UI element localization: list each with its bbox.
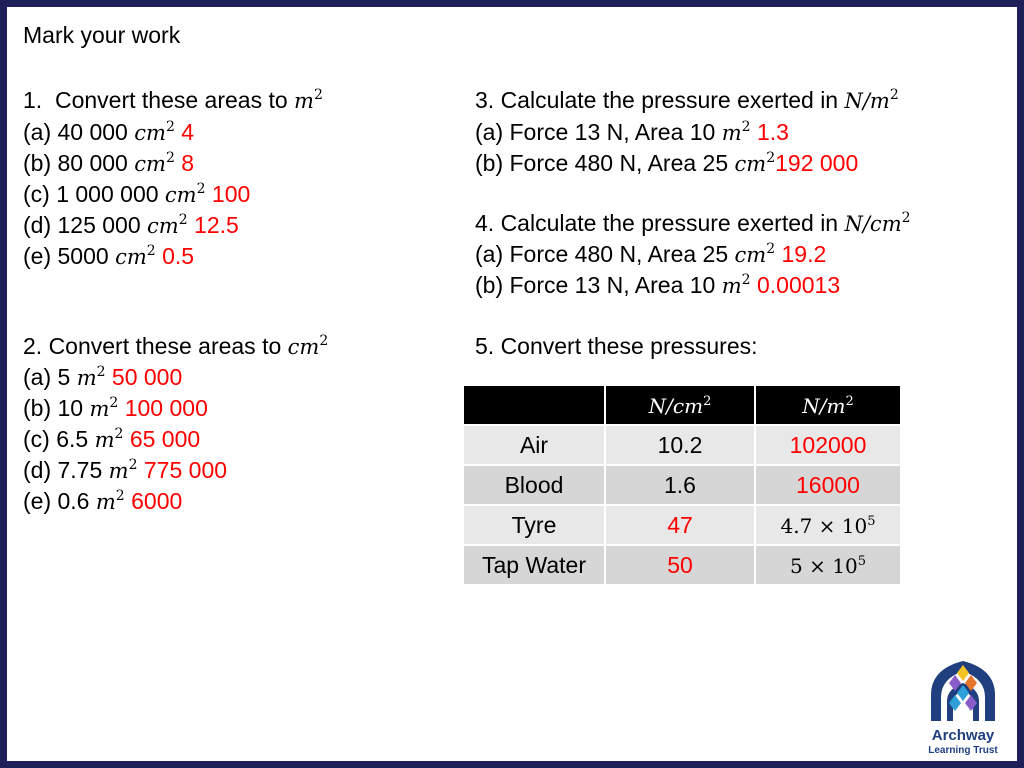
table-cell-ncm: 10.2 [605, 425, 755, 465]
answer: 19.2 [781, 241, 827, 267]
q1-title [23, 85, 323, 117]
q4-title: 4. Calculate the pressure exerted in $N/cm^2$ [475, 210, 911, 236]
q1-item-c: (c) 1 000 000 $cm^2$ 100 [23, 181, 251, 207]
q2-item-d: (d) 7.75 $m^2$ 775 000 [23, 457, 228, 483]
answer: 100 000 [124, 395, 208, 421]
q2-title: 2. Convert these areas to $cm^2$ [23, 333, 329, 359]
q4-item-b: (b) Force 13 N, Area 10 $m^2$ 0.00013 [475, 272, 841, 298]
q1-list [23, 117, 250, 272]
answer: 0.00013 [756, 272, 841, 298]
table-header-empty [463, 385, 605, 425]
table-cell-name: Tap Water [463, 545, 605, 585]
q1-item-a: (a) 40 000 $cm^2$ 4 [23, 119, 195, 145]
table-cell-name: Tyre [463, 505, 605, 545]
table-cell-ncm-answer: 47 [605, 505, 755, 545]
answer: 50 000 [111, 364, 183, 390]
table-cell-nm-answer: 16000 [755, 465, 901, 505]
q1-number: 1. [23, 87, 43, 113]
table-row [463, 545, 901, 585]
q2-item-c: (c) 6.5 $m^2$ 65 000 [23, 426, 201, 452]
archway-logo [919, 657, 1007, 757]
q3-item-b: (b) Force 480 N, Area 25 $cm^2192$ 000 [475, 150, 859, 176]
table-row [463, 465, 901, 505]
q1-item-b: (b) 80 000 $cm^2$ 8 [23, 150, 195, 176]
q2-list [23, 362, 227, 517]
table-row [463, 425, 901, 465]
answer: 12.5 [194, 212, 239, 238]
q3-list [475, 117, 858, 179]
q5-title: 5. Convert these pressures: [475, 333, 758, 359]
page-title: Mark your work [23, 22, 181, 48]
table-cell-ncm-answer: 50 [605, 545, 755, 585]
answer: 100 [211, 181, 251, 207]
q1-title-text: Convert these areas to [54, 87, 288, 113]
pressure-table [462, 384, 902, 586]
q2-item-a: (a) 5 $m^2$ 50 000 [23, 364, 183, 390]
table-header-ncm: $N/cm^2$ [605, 385, 755, 425]
logo-line1: Archway [931, 727, 995, 744]
answer: 8 [181, 150, 195, 176]
answer: 0.5 [162, 243, 195, 269]
archway-arch-icon [931, 661, 995, 721]
q3-title: 3. Calculate the pressure exerted in $N/m^2$ [475, 87, 899, 113]
q4-unit: $N/cm^2$ [844, 210, 911, 236]
table-header-nm: $N/m^2$ [755, 385, 901, 425]
q2-unit: $cm^2$ [287, 333, 329, 359]
table-cell-nm: $5 \times 10^5$ [755, 545, 901, 585]
table-row [463, 505, 901, 545]
q3-item-a: (a) Force 13 N, Area 10 $m^2$ 1.3 [475, 119, 789, 145]
table-cell-ncm: 1.6 [605, 465, 755, 505]
logo-line2: Learning Trust [928, 745, 998, 756]
answer: 6000 [131, 488, 183, 514]
table-cell-name: Air [463, 425, 605, 465]
answer: 192 000 [775, 150, 859, 176]
q1-item-e: (e) 5000 $cm^2$ 0.5 [23, 243, 195, 269]
q4-list [475, 239, 840, 301]
q1-unit: $m^2$ [294, 87, 323, 113]
table-cell-nm-answer: 102000 [755, 425, 901, 465]
q2-item-b: (b) 10 $m^2$ 100 000 [23, 395, 208, 421]
answer: 65 000 [129, 426, 201, 452]
table-header-row [463, 385, 901, 425]
answer: 1.3 [756, 119, 789, 145]
table-cell-name: Blood [463, 465, 605, 505]
q4-item-a: (a) Force 480 N, Area 25 $cm^2$ 19.2 [475, 241, 827, 267]
table-cell-nm: $4.7 \times 10^5$ [755, 505, 901, 545]
q2-item-e: (e) 0.6 $m^2$ 6000 [23, 488, 183, 514]
answer: 775 000 [143, 457, 228, 483]
q1-item-d: (d) 125 000 $cm^2$ 12.5 [23, 212, 239, 238]
answer: 4 [181, 119, 195, 145]
q3-unit: $N/m^2$ [844, 87, 899, 113]
